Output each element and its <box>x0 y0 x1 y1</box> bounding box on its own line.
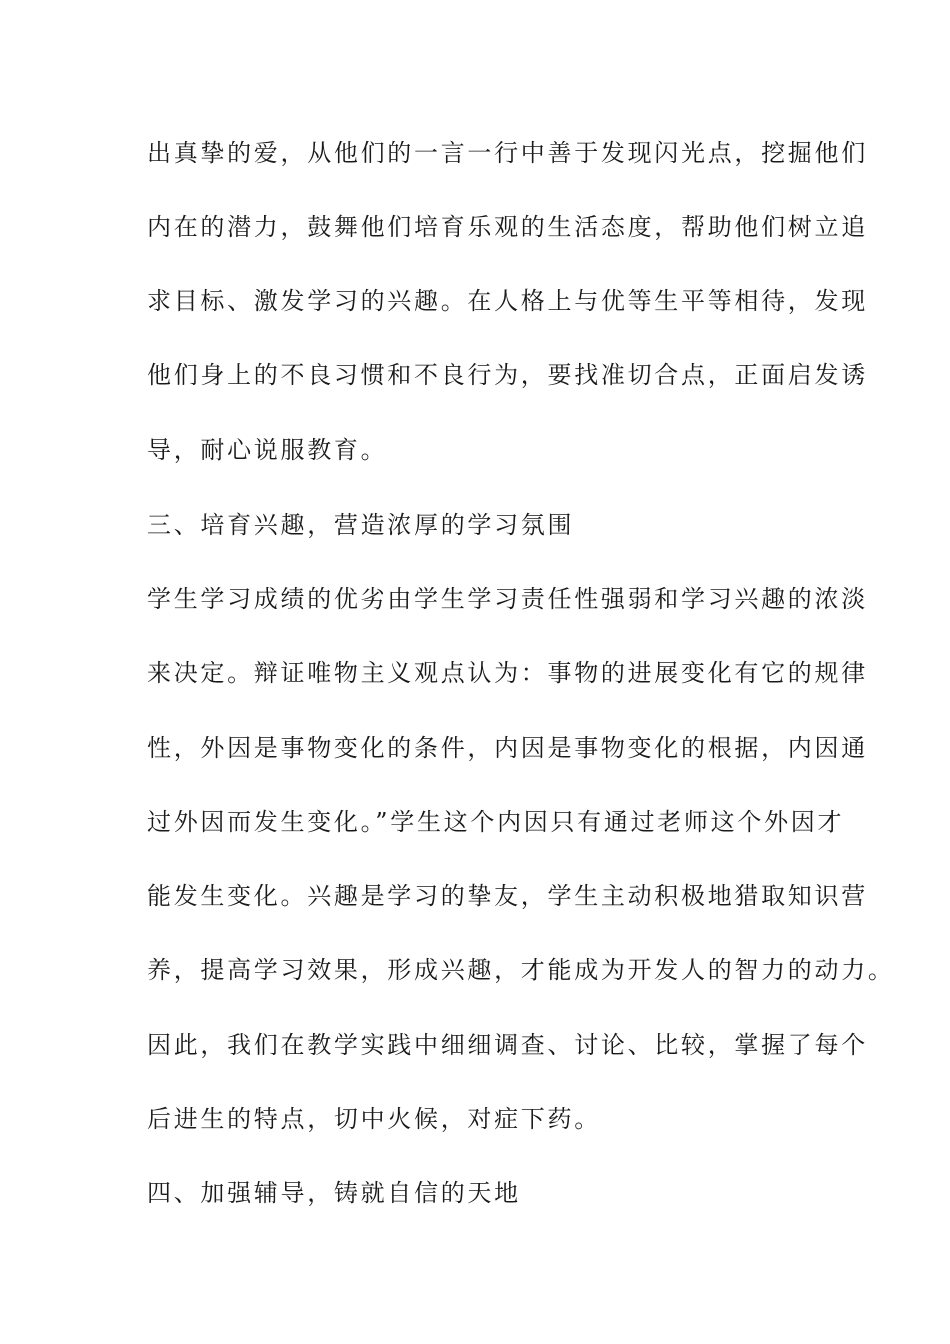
paragraph-line: 因此，我们在教学实践中细细调查、讨论、比较，掌握了每个 <box>147 1031 868 1059</box>
paragraph-line: 学生学习成绩的优劣由学生学习责任性强弱和学习兴趣的浓淡 <box>147 585 868 613</box>
section-heading: 三、培育兴趣，营造浓厚的学习氛围 <box>147 511 575 539</box>
paragraph-line: 养，提高学习效果，形成兴趣，才能成为开发人的智力的动力。 <box>147 956 895 984</box>
paragraph-line: 导，耐心说服教育。 <box>147 436 388 464</box>
paragraph-line: 来决定。辩证唯物主义观点认为：事物的进展变化有它的规律 <box>147 659 868 687</box>
paragraph-line: 求目标、激发学习的兴趣。在人格上与优等生平等相待，发现 <box>147 287 868 315</box>
paragraph-line: 性，外因是事物变化的条件，内因是事物变化的根据，内因通 <box>147 734 868 762</box>
section-heading: 四、加强辅导，铸就自信的天地 <box>147 1179 521 1207</box>
paragraph-line: 过外因而发生变化。”学生这个内因只有通过老师这个外因才 <box>147 808 845 836</box>
paragraph-line: 出真挚的爱，从他们的一言一行中善于发现闪光点，挖掘他们 <box>147 139 868 167</box>
paragraph-line: 内在的潜力，鼓舞他们培育乐观的生活态度，帮助他们树立追 <box>147 213 868 241</box>
paragraph-line: 他们身上的不良习惯和不良行为，要找准切合点，正面启发诱 <box>147 361 868 389</box>
paragraph-line: 能发生变化。兴趣是学习的挚友，学生主动积极地猎取知识营 <box>147 882 868 910</box>
paragraph-line: 后进生的特点，切中火候，对症下药。 <box>147 1105 601 1133</box>
